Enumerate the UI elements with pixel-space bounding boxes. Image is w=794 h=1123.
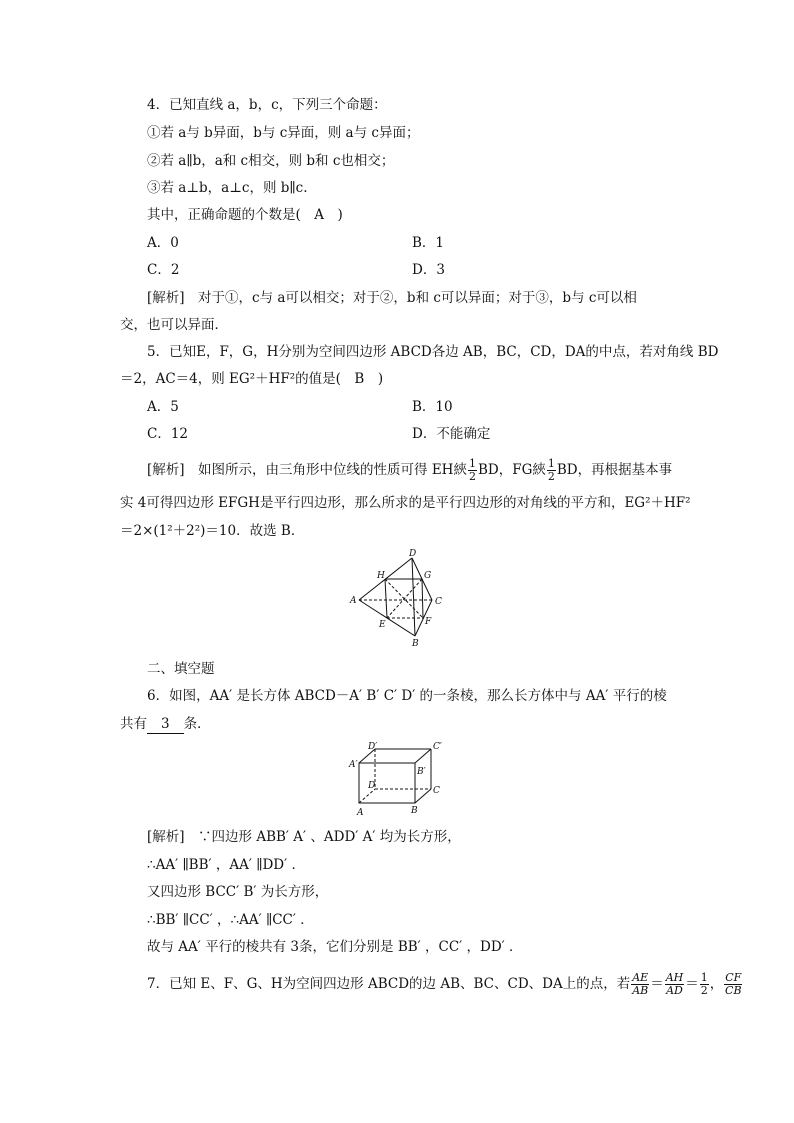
label-C1: C′: [433, 742, 442, 752]
q4-proposition-3: ③若 a⊥b，a⊥c，则 b∥c.: [147, 180, 308, 196]
q6-answer-blank: 3: [147, 715, 184, 734]
label-B: B: [412, 639, 419, 648]
q5-stem-line-1: 5．已知E，F，G，H分别为空间四边形 ABCD各边 AB，BC，CD，DA的中点，若对角线 BD: [147, 344, 719, 360]
equals-sign: ＝: [685, 976, 699, 992]
q6-cuboid-figure: [345, 741, 455, 817]
q4-option-d: D．3: [412, 262, 445, 278]
label-D: D: [368, 781, 376, 791]
label-C: C: [433, 786, 440, 796]
label-D1: D′: [368, 742, 378, 752]
q4-proposition-2: ②若 a∥b，a和 c相交，则 b和 c也相交；: [147, 153, 395, 169]
label-E: E: [379, 620, 386, 630]
fraction-half: $\frac{1}{2}$: [468, 457, 476, 483]
comma: ，: [709, 976, 724, 992]
label-H: H: [377, 571, 385, 581]
q6-stem-prefix: 共有: [120, 716, 147, 732]
fraction-ah-ad: $\frac{AH}{AD}$: [665, 971, 684, 997]
q5-analysis-part-c: BD，再根据基本事: [556, 462, 673, 478]
q5-analysis-part-b: BD，FG綊: [477, 462, 546, 478]
q6-analysis-line-3: 又四边形 BCC′ B′ 为长方形，: [147, 884, 329, 900]
fraction-cf-cb: $\frac{CF}{CB}$: [725, 971, 742, 997]
q6-stem-line-1: 6．如图，AA′ 是长方体 ABCD－A′ B′ C′ D′ 的一条棱，那么长方体中与 AA′ 平行的棱: [147, 688, 667, 704]
q6-stem-suffix: 条．: [183, 716, 211, 732]
q5-analysis-line-3: ＝2×(1²＋2²)＝10．故选 B．: [120, 523, 305, 539]
equals-sign: ＝: [650, 976, 664, 992]
label-G: G: [424, 571, 432, 581]
section-title-fill-in: 二、填空题: [147, 661, 215, 677]
label-A: A: [350, 596, 357, 606]
q6-analysis-line-2: ∴AA′ ∥BB′ ，AA′ ∥DD′ ．: [147, 857, 305, 873]
q4-option-b: B．1: [412, 235, 445, 251]
q6-analysis-line-4: ∴BB′ ∥CC′ ，∴AA′ ∥CC′ ．: [147, 912, 314, 928]
label-B1: B′: [417, 767, 426, 777]
q4-proposition-1: ①若 a与 b异面，b与 c异面，则 a与 c异面；: [147, 125, 420, 141]
q5-option-c: C．12: [147, 426, 189, 442]
q4-analysis-line-2: 交，也可以异面．: [120, 317, 228, 333]
label-A1: A′: [349, 760, 358, 770]
label-D: D: [409, 549, 417, 559]
q4-analysis-line-1: [解析] 对于①，c与 a可以相交；对于②，b和 c可以异面；对于③，b与 c可以相: [147, 290, 637, 306]
label-A: A: [357, 808, 364, 817]
q4-option-c: C．2: [147, 262, 180, 278]
q5-analysis-part-a: [解析] 如图所示，由三角形中位线的性质可得 EH綊: [147, 462, 467, 478]
q5-option-d: D．不能确定: [412, 426, 491, 442]
label-F: F: [425, 617, 432, 627]
fraction-half: $\frac{1}{2}$: [700, 971, 708, 997]
q6-stem-line-2: [120, 715, 211, 734]
q5-option-a: A．5: [147, 399, 179, 415]
q4-question: 其中，正确命题的个数是( A ): [147, 207, 343, 223]
q5-analysis-line-2: 实 4可得四边形 EFGH是平行四边形，那么所求的是平行四边形的对角线的平方和，EG²＋HF²: [120, 495, 691, 511]
q7-stem-text: 7．已知 E、F、G、H为空间四边形 ABCD的边 AB、BC、CD、DA上的点，若: [147, 976, 631, 992]
q6-analysis-line-1: [解析] ∵四边形 ABB′ A′ 、ADD′ A′ 均为长方形，: [147, 829, 461, 845]
q7-stem: [147, 972, 743, 997]
q5-option-b: B．10: [412, 399, 453, 415]
q5-analysis-line-1: [147, 458, 672, 483]
label-C: C: [435, 597, 442, 607]
q4-option-a: A．0: [147, 235, 179, 251]
q5-stem-line-2: ＝2，AC＝4，则 EG²＋HF²的值是( B ): [120, 371, 384, 387]
fraction-half: $\frac{1}{2}$: [547, 457, 555, 483]
q4-stem: 4．已知直线 a，b，c，下列三个命题：: [147, 97, 387, 113]
label-B: B: [411, 806, 418, 816]
fraction-ae-ab: $\frac{AE}{AB}$: [632, 971, 649, 997]
q6-analysis-line-5: 故与 AA′ 平行的棱共有 3条，它们分别是 BB′ ，CC′ ，DD′ ．: [147, 939, 523, 955]
q5-tetrahedron-figure: [345, 548, 455, 648]
